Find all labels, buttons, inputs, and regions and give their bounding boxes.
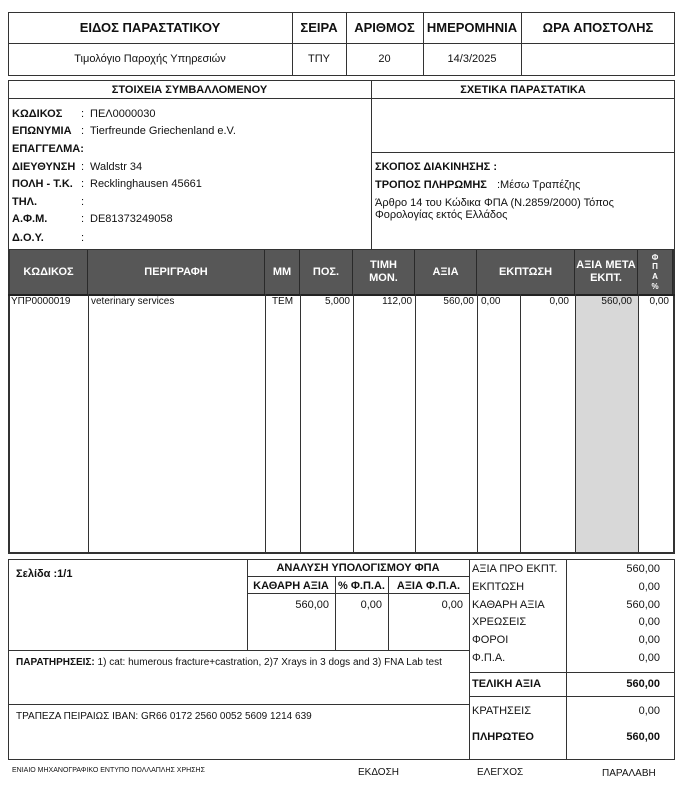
items-col-divider (575, 294, 576, 552)
item-value: 560,00 (443, 296, 474, 307)
code-colon: : (81, 108, 85, 120)
taxes-label: ΦΟΡΟΙ (472, 634, 509, 646)
signature-receipt: ΠΑΡΑΛΑΒΗ (602, 768, 656, 779)
header-dispatch-time-label: ΩΡΑ ΑΠΟΣΤΟΛΗΣ (542, 20, 654, 35)
item-quantity: 5,000 (324, 296, 350, 307)
tax-office-colon: : (81, 232, 85, 244)
block-title-divider (8, 98, 675, 99)
item-discount: 0,00 (549, 296, 569, 307)
item-code: ΥΠΡ0000019 (11, 296, 71, 307)
related-divider (371, 152, 675, 153)
col-header-description: ΠΕΡΙΓΡΑΦΗ (88, 250, 265, 294)
value-after-discount-header-text: ΑΞΙΑ ΜΕΤΑ ΕΚΠΤ. (576, 259, 636, 284)
unit-price-header-text: ΤΙΜΗ ΜΟΝ. (369, 259, 398, 284)
code-value: ΠΕΛ0000030 (90, 108, 156, 120)
city-zip-label: ΠΟΛΗ - Τ.Κ. (12, 178, 73, 190)
city-zip-colon: : (81, 178, 85, 190)
payable-value: 560,00 (626, 731, 660, 743)
total-before-discount-label: ΑΞΙΑ ΠΡΟ ΕΚΠΤ. (472, 563, 558, 575)
withholdings-value: 0,00 (638, 705, 660, 717)
final-value-top-divider (469, 672, 675, 673)
remarks (16, 657, 442, 668)
items-col-divider (520, 294, 521, 552)
movement-purpose-label: ΣΚΟΠΟΣ ΔΙΑΚΙΝΗΣΗΣ : (375, 161, 498, 173)
items-col-divider (638, 294, 639, 552)
charges-value: 0,00 (638, 616, 660, 628)
doc-type-value: Τιμολόγιο Παροχής Υπηρεσιών (74, 53, 226, 65)
net-value-value: 560,00 (626, 599, 660, 611)
vat-analysis-header-divider (247, 593, 469, 594)
items-col-divider (265, 294, 266, 552)
discount-label: ΕΚΠΤΩΣΗ (472, 581, 525, 593)
company-name-value: Tierfreunde Griechenland e.V. (90, 125, 236, 137)
col-header-value-after-discount (575, 250, 638, 294)
block-col-divider (371, 80, 372, 250)
header-series-label: ΣΕΙΡΑ (300, 20, 338, 35)
vat-number-colon: : (81, 213, 85, 225)
address-colon: : (81, 161, 85, 173)
items-col-divider (88, 294, 89, 552)
bank-details: ΤΡΑΠΕΖΑ ΠΕΙΡΑΙΩΣ IBAN: GR66 0172 2560 0052 5609 1214 639 (16, 711, 312, 722)
payable-label: ΠΛΗΡΩΤΕΟ (472, 731, 534, 743)
payment-method-label: ΤΡΟΠΟΣ ΠΛΗΡΩΜΗΣ (375, 179, 487, 191)
dispatch-time-value (521, 43, 675, 75)
bank-top-divider (8, 704, 469, 705)
number-value: 20 (378, 53, 391, 65)
final-value-label: ΤΕΛΙΚΗ ΑΞΙΑ (472, 678, 542, 690)
value-after-discount-shade (575, 296, 638, 552)
vat-pct-header-text: Φ Π Α % (651, 252, 659, 291)
vat-total-label: Φ.Π.Α. (472, 652, 506, 664)
tax-note-line2: Φορολογίας εκτός Ελλάδος (375, 209, 508, 221)
charges-label: ΧΡΕΩΣΕΙΣ (472, 616, 527, 628)
net-value-label: ΚΑΘΑΡΗ ΑΞΙΑ (472, 599, 545, 611)
col-header-unit-price (353, 250, 415, 294)
phone-label: ΤΗΛ. (12, 196, 38, 208)
vat-analysis-title-divider (247, 576, 469, 577)
final-value-value: 560,00 (626, 678, 660, 690)
taxes-value: 0,00 (638, 634, 660, 646)
vat-col-vat-pct: % Φ.Π.Α. (338, 580, 385, 592)
page-indicator: Σελίδα :1/1 (16, 568, 73, 580)
vat-col-net-value: ΚΑΘΑΡΗ ΑΞΙΑ (253, 580, 329, 592)
items-col-divider (415, 294, 416, 552)
signature-issue: ΕΚΔΟΣΗ (358, 767, 399, 778)
vat-analysis-right-border (469, 559, 470, 760)
code-label: ΚΩΔΙΚΟΣ (12, 108, 63, 120)
header-doc-type-label: ΕΙΔΟΣ ΠΑΡΑΣΤΑΤΙΚΟΥ (79, 20, 221, 35)
col-header-vat-pct (638, 250, 673, 294)
item-value-after-discount: 560,00 (601, 296, 632, 307)
address-label: ΔΙΕΥΘΥΝΣΗ (12, 161, 76, 173)
vat-number-label: Α.Φ.Μ. (12, 213, 48, 225)
remarks-label: ΠΑΡΑΤΗΡΗΣΕΙΣ: (16, 657, 95, 668)
company-name-label: ΕΠΩΝΥΜΙΑ (12, 125, 72, 137)
tax-note-line1: Άρθρο 14 του Κώδικα ΦΠΑ (Ν.2859/2000) Τόπος (375, 197, 614, 209)
items-col-divider (300, 294, 301, 552)
vat-analysis-title: ΑΝΑΛΥΣΗ ΥΠΟΛΟΓΙΣΜΟΥ ΦΠΑ (276, 562, 440, 574)
header-number-label: ΑΡΙΘΜΟΣ (354, 20, 415, 35)
vat-total-value: 0,00 (638, 652, 660, 664)
tax-office-label: Δ.Ο.Υ. (12, 232, 44, 244)
vat-net-value: 560,00 (295, 599, 329, 611)
col-header-unit: ΜΜ (265, 250, 300, 294)
remarks-text: 1) cat: humerous fracture+castration, 2)7 Xrays in 3 dogs and 3) FNA Lab test (94, 657, 442, 668)
form-note: ΕΝΙΑΙΟ ΜΗΧΑΝΟΓΡΑΦΙΚΟ ΕΝΤΥΠΟ ΠΟΛΛΑΠΛΗΣ ΧΡΗΣΗΣ (12, 767, 205, 774)
vat-amount-value: 0,00 (441, 599, 463, 611)
city-zip-value: Recklinghausen 45661 (90, 178, 202, 190)
items-col-divider (477, 294, 478, 552)
profession-label: ΕΠΑΓΓΕΛΜΑ: (12, 143, 84, 155)
vat-number-value: DE81373249058 (90, 213, 173, 225)
phone-colon: : (81, 196, 85, 208)
remarks-top-divider (8, 650, 469, 651)
total-before-discount-value: 560,00 (626, 563, 660, 575)
item-unit: ΤΕΜ (271, 296, 294, 307)
items-col-divider (353, 294, 354, 552)
col-header-quantity: ΠΟΣ. (300, 250, 353, 294)
col-header-value: ΑΞΙΑ (415, 250, 477, 294)
final-value-bottom-divider (469, 696, 675, 697)
payment-method-value: :Μέσω Τραπέζης (497, 179, 581, 191)
item-unit-price: 112,00 (382, 296, 412, 307)
col-header-discount: ΕΚΠΤΩΣΗ (477, 250, 575, 294)
item-discount-pct: 0,00 (481, 296, 501, 307)
vat-pct-value: 0,00 (360, 599, 382, 611)
item-description: veterinary services (91, 296, 175, 307)
address-value: Waldstr 34 (90, 161, 143, 173)
totals-col-divider (566, 559, 567, 760)
related-docs-title: ΣΧΕΤΙΚΑ ΠΑΡΑΣΤΑΤΙΚΑ (460, 84, 586, 96)
company-name-colon: : (81, 125, 85, 137)
header-date-label: ΗΜΕΡΟΜΗΝΙΑ (426, 20, 518, 35)
vat-col-vat-amount: ΑΞΙΑ Φ.Π.Α. (396, 580, 461, 592)
col-header-code: ΚΩΔΙΚΟΣ (10, 250, 88, 294)
signature-check: ΕΛΕΓΧΟΣ (477, 767, 524, 778)
date-value: 14/3/2025 (447, 53, 497, 65)
contractor-title: ΣΤΟΙΧΕΙΑ ΣΥΜΒΑΛΛΟΜΕΝΟΥ (111, 84, 268, 96)
withholdings-label: ΚΡΑΤΗΣΕΙΣ (472, 705, 532, 717)
series-value: ΤΠΥ (308, 53, 330, 65)
discount-value: 0,00 (638, 581, 660, 593)
item-vat-pct: 0,00 (649, 296, 669, 307)
